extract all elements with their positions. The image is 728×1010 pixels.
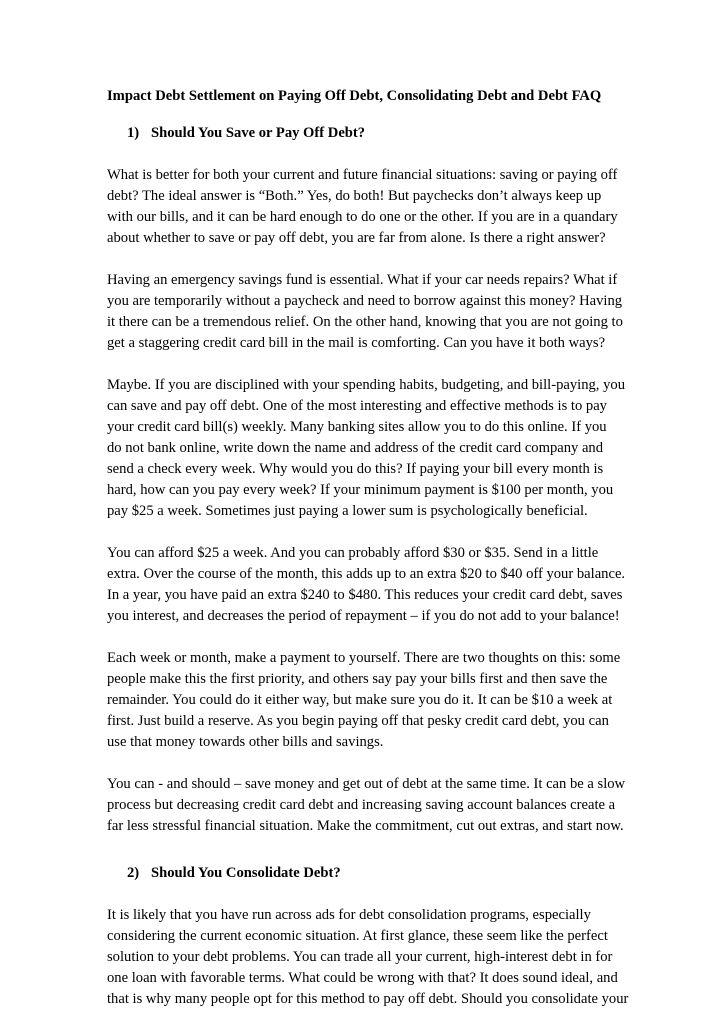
section-2-heading bbox=[107, 863, 629, 884]
paragraph-afford-extra bbox=[107, 543, 629, 627]
paragraph-save-and-pay bbox=[107, 774, 629, 837]
text-line: first. Just build a reserve. As you begin paying off that pesky credit card debt, you can bbox=[107, 713, 609, 729]
text-line: hard, how can you pay every week? If your minimum payment is $100 per month, you bbox=[107, 482, 614, 498]
text-line: remainder. You could do it either way, but make sure you do it. It can be $10 a week at bbox=[107, 692, 613, 708]
document-page bbox=[107, 86, 629, 1010]
text-line: debt? The ideal answer is “Both.” Yes, do both! But paychecks don’t always keep up bbox=[107, 188, 602, 204]
text-line: extra. Over the course of the month, this adds up to an extra $20 to $40 off your balance. bbox=[107, 566, 626, 582]
section-1-title: Should You Save or Pay Off Debt? bbox=[151, 125, 366, 141]
text-line: What is better for both your current and future financial situations: saving or paying off bbox=[107, 167, 618, 183]
text-line: far less stressful financial situation. Make the commitment, cut out extras, and start now. bbox=[107, 818, 624, 834]
paragraph-emergency-fund bbox=[107, 270, 629, 354]
text-line: Each week or month, make a payment to yourself. There are two thoughts on this: some bbox=[107, 650, 621, 666]
paragraph-pay-yourself bbox=[107, 648, 629, 753]
text-line: about whether to save or pay off debt, you are far from alone. Is there a right answer? bbox=[107, 230, 606, 246]
text-line: Maybe. If you are disciplined with your spending habits, budgeting, and bill-paying, you bbox=[107, 377, 625, 393]
section-2-title: Should You Consolidate Debt? bbox=[151, 865, 341, 881]
text-line: can save and pay off debt. One of the most interesting and effective methods is to pay bbox=[107, 398, 607, 414]
text-line: pay $25 a week. Sometimes just paying a lower sum is psychologically beneficial. bbox=[107, 503, 588, 519]
text-line: considering the current economic situation. At first glance, these seem like the perfect bbox=[107, 928, 608, 944]
text-line: get a staggering credit card bill in the mail is comforting. Can you have it both ways? bbox=[107, 335, 606, 351]
section-1-heading bbox=[107, 123, 629, 144]
paragraph-consolidation-ads bbox=[107, 905, 629, 1010]
section-1-number: 1) bbox=[127, 125, 140, 141]
paragraph-pay-weekly bbox=[107, 375, 629, 522]
text-line: You can afford $25 a week. And you can probably afford $30 or $35. Send in a little bbox=[107, 545, 599, 561]
text-line: You can - and should – save money and get out of debt at the same time. It can be a slow bbox=[107, 776, 626, 792]
text-line: send a check every week. Why would you do this? If paying your bill every month is bbox=[107, 461, 604, 477]
text-line: you interest, and decreases the period of repayment – if you do not add to your balance! bbox=[107, 608, 620, 624]
document-title: Impact Debt Settlement on Paying Off Debt, Consolidating Debt and Debt FAQ bbox=[107, 88, 602, 104]
text-line: it there can be a tremendous relief. On the other hand, knowing that you are not going to bbox=[107, 314, 623, 330]
paragraph-save-or-pay bbox=[107, 165, 629, 249]
text-line: process but decreasing credit card debt and increasing saving account balances create a bbox=[107, 797, 616, 813]
text-line: you are temporarily without a paycheck and need to borrow against this money? Having bbox=[107, 293, 623, 309]
text-line: It is likely that you have run across ads for debt consolidation programs, especially bbox=[107, 907, 591, 923]
text-line: one loan with favorable terms. What could be wrong with that? It does sound ideal, and bbox=[107, 970, 618, 986]
text-line: people make this the first priority, and others say pay your bills first and then save the bbox=[107, 671, 608, 687]
text-line: In a year, you have paid an extra $240 to $480. This reduces your credit card debt, saves bbox=[107, 587, 623, 603]
text-line: solution to your debt problems. You can trade all your current, high-interest debt in for bbox=[107, 949, 613, 965]
text-line: with our bills, and it can be hard enough to do one or the other. If you are in a quandary bbox=[107, 209, 618, 225]
text-line: Having an emergency savings fund is essential. What if your car needs repairs? What if bbox=[107, 272, 618, 288]
text-line: your credit card bill(s) weekly. Many banking sites allow you to do this online. If you bbox=[107, 419, 607, 435]
section-2-number: 2) bbox=[127, 865, 140, 881]
text-line: that is why many people opt for this method to pay off debt. Should you consolidate your bbox=[107, 991, 629, 1007]
text-line: use that money towards other bills and savings. bbox=[107, 734, 384, 750]
text-line: do not bank online, write down the name and address of the credit card company and bbox=[107, 440, 604, 456]
